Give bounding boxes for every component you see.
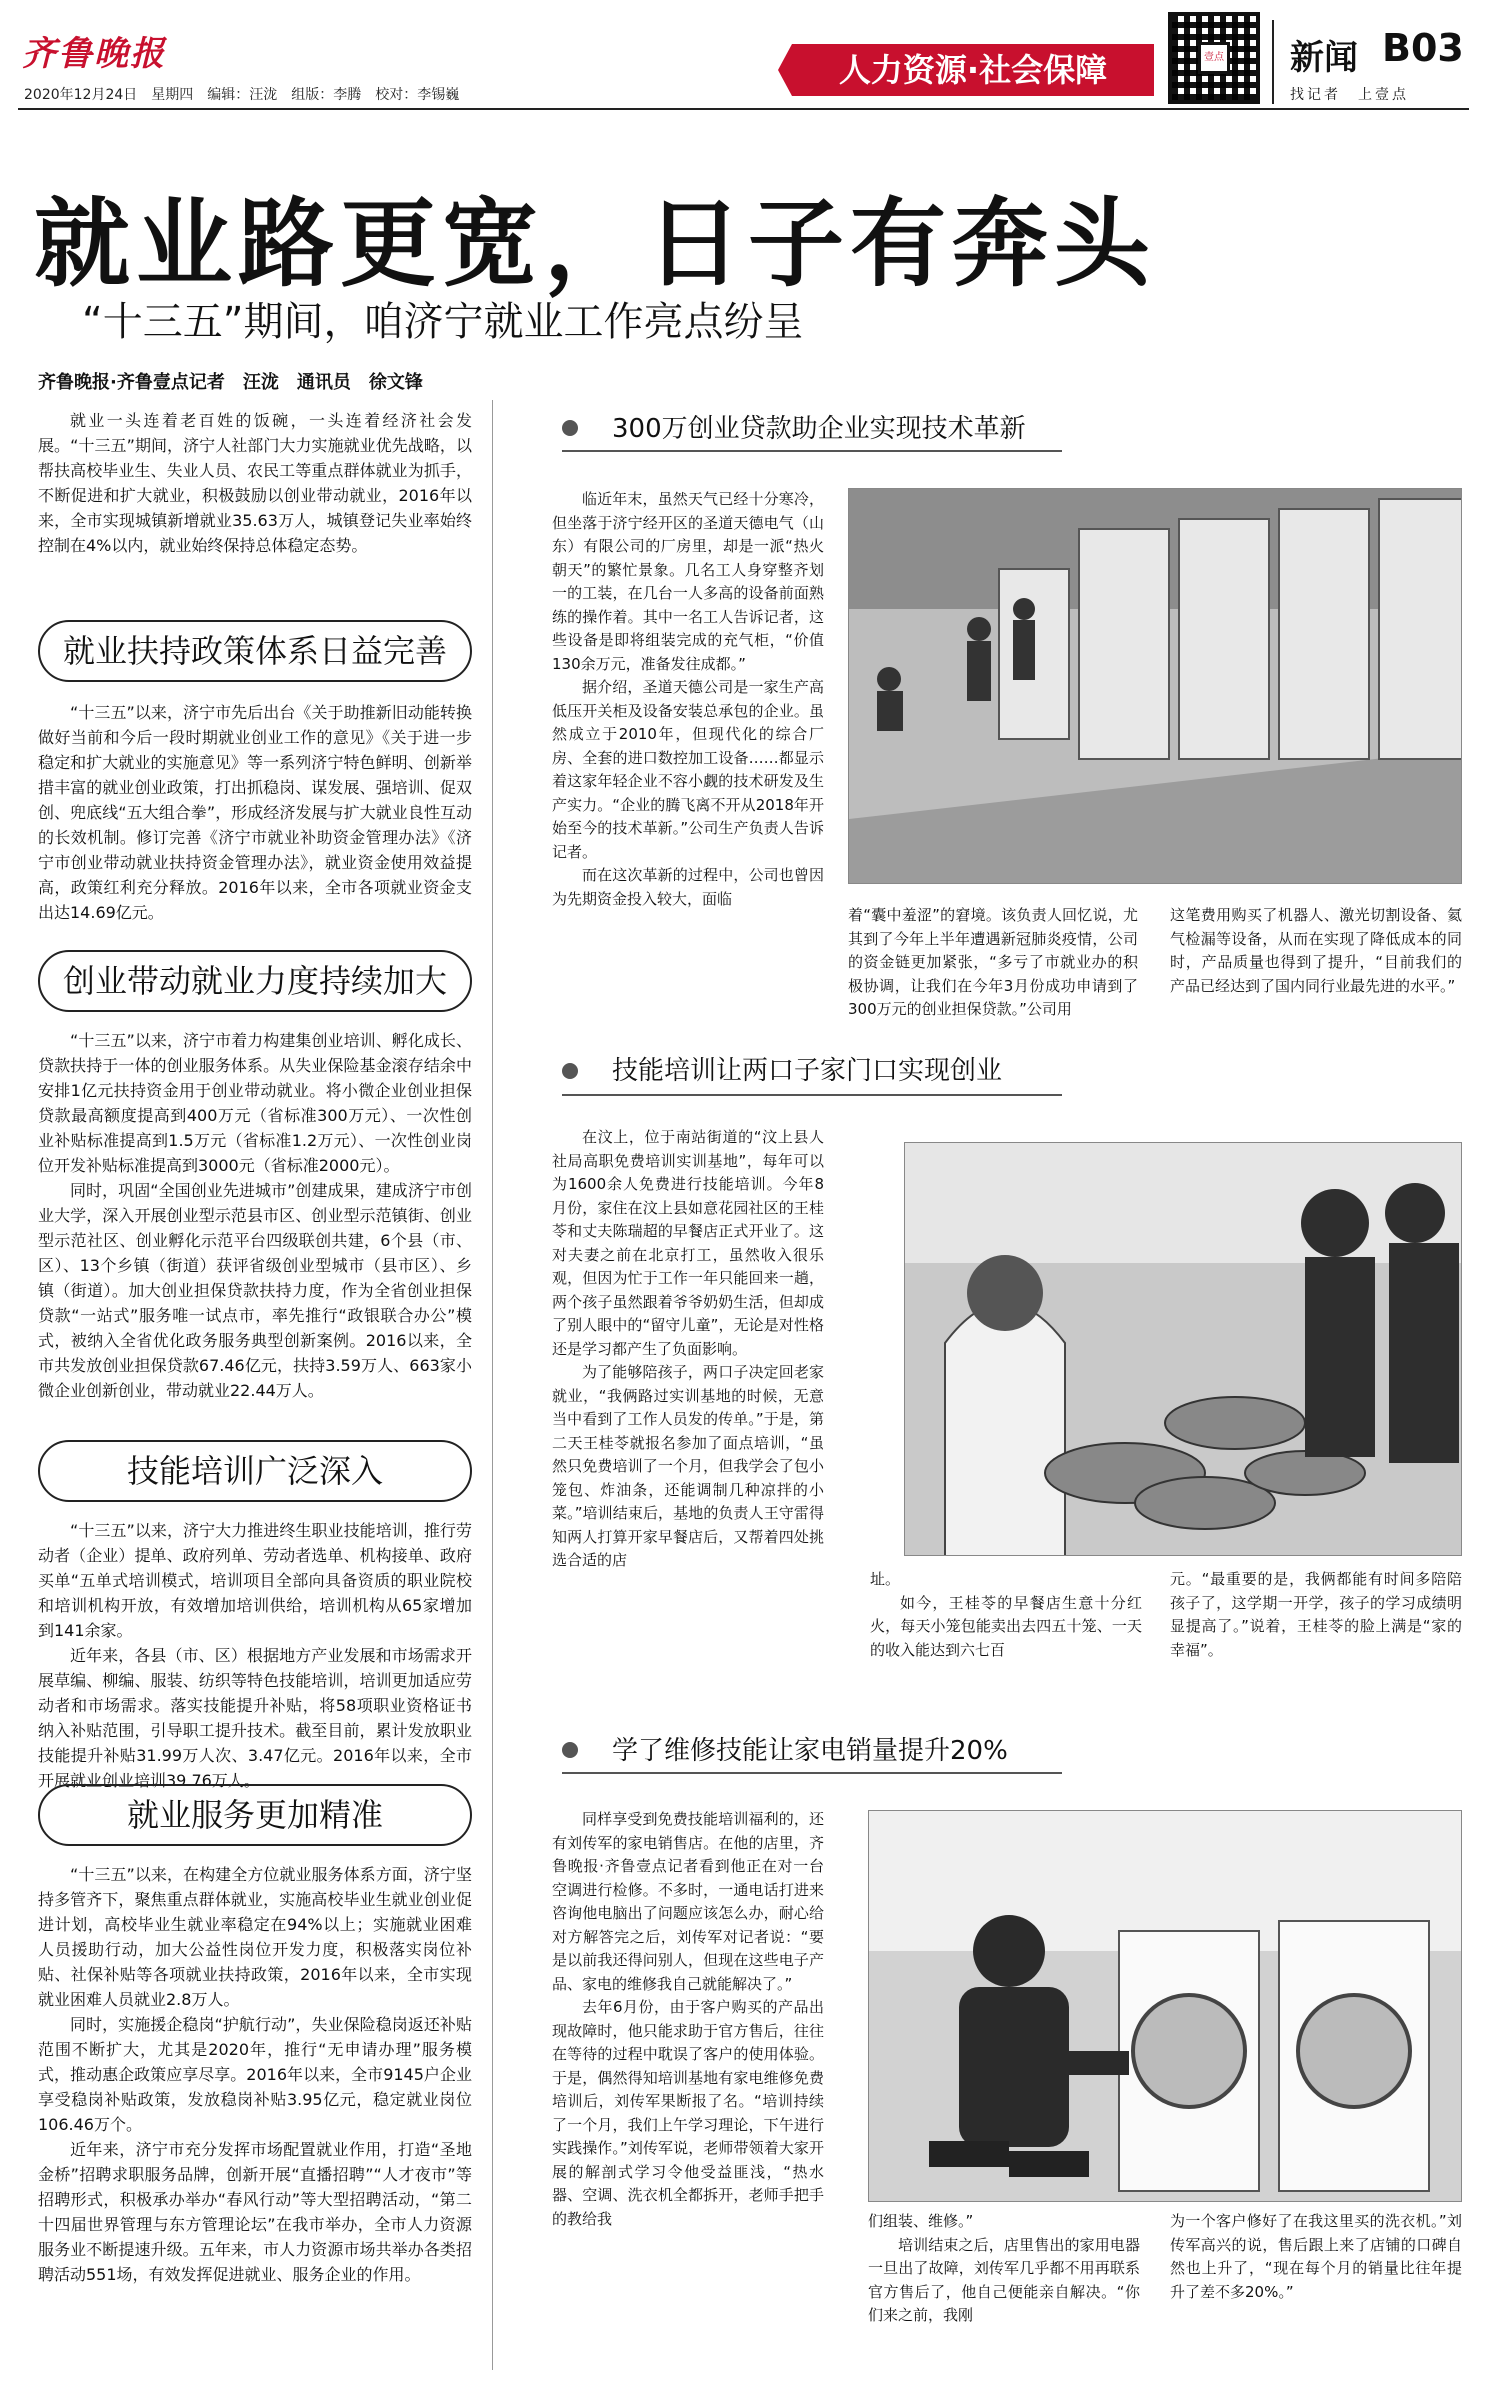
section-body-entrepreneurship [38, 1028, 472, 1403]
story-title-loan: 300万创业贷款助企业实现技术革新 [612, 414, 1026, 444]
header-divider [1272, 20, 1274, 104]
paragraph: 这笔费用购买了机器人、激光切割设备、氦气检漏等设备，从而在实现了降低成本的同时，产品质量也得到了提升，“目前我们的产品已经达到了国内同行业最先进的水平。” [1170, 906, 1462, 995]
breakfast-photo [904, 1142, 1462, 1556]
story-body-loan-col3 [1170, 904, 1462, 998]
section-body-policy [38, 700, 472, 925]
page-number: B03 [1382, 26, 1464, 70]
paragraph: 同时，实施援企稳岗“护航行动”，失业保险稳岗返还补贴范围不断扩大，尤其是2020年，推行“无申请办理”服务模式，推动惠企政策应享尽享。2016年以来，全市9145户企业享受稳岗补贴政策，发放稳岗补贴3.95亿元，稳定就业岗位106.46万个。 [38, 2015, 472, 2134]
breakfast-illustration [905, 1143, 1462, 1556]
story-body-loan [552, 488, 824, 911]
section-body-training [38, 1518, 472, 1793]
byline: 齐鲁晚报·齐鲁壹点记者 汪泷 通讯员 徐文锋 [38, 372, 423, 393]
paragraph: 在汶上，位于南站街道的“汶上县人社局高职免费培训实训基地”，每年可以为1600余人免费进行技能培训。今年8月份，家住在汶上县如意花园社区的王桂苓和丈夫陈瑞超的早餐店正式开业了。这对夫妻之前在北京打工，虽然收入很乐观，但因为忙于工作一年只能回来一趟，两个孩子虽然跟着爷爷奶奶生活，但却成了别人眼中的“留守儿童”，无论是对性格还是学习都产生了负面影响。 [552, 1128, 824, 1358]
story-body-loan-col2 [848, 904, 1138, 1022]
story-body-breakfast [552, 1126, 824, 1573]
paragraph: “十三五”以来，济宁市着力构建集创业培训、孵化成长、贷款扶持于一体的创业服务体系。从失业保险基金滚存结余中安排1亿元扶持资金用于创业带动就业。将小微企业创业担保贷款最高额度提高到400万元（省标准300万元）、一次性创业补贴标准提高到1.5万元（省标准1.2万元）、一次性创业岗位开发补贴标准提高到3000元（省标准2000元）。 [38, 1031, 472, 1175]
paragraph: 近年来，济宁市充分发挥市场配置就业作用，打造“圣地金桥”招聘求职服务品牌，创新开展“直播招聘”“人才夜市”等招聘形式，积极承办举办“春风行动”等大型招聘活动，“第二十四届世界管理与东方管理论坛”在我市举办，全市人力资源服务业不断提速升级。五年来，市人力资源市场共举办各类招聘活动551场，有效发挥促进就业、服务企业的作用。 [38, 2140, 472, 2284]
paragraph: 临近年末，虽然天气已经十分寒冷，但坐落于济宁经开区的圣道天德电气（山东）有限公司的厂房里，却是一派“热火朝天”的繁忙景象。几名工人身穿整齐划一的工装，在几台一人多高的设备前面熟练的操作着。其中一名工人告诉记者，这些设备是即将组装完成的充气柜，“价值130余万元，准备发往成都。” [552, 490, 824, 673]
paragraph: 而在这次革新的过程中，公司也曾因为先期资金投入较大，面临 [552, 866, 824, 908]
paragraph: 们组装、维修。” [868, 2212, 974, 2230]
story-body-breakfast-col2 [870, 1568, 1142, 1662]
paragraph: 着“囊中羞涩”的窘境。该负责人回忆说，尤其到了今年上半年遭遇新冠肺炎疫情，公司的资金链更加紧张，“多亏了市就业办的积极协调，让我们在今年3月份成功申请到了300万元的创业担保贷款。”公司用 [848, 906, 1138, 1018]
paragraph: 为了能够陪孩子，两口子决定回老家就业，“我俩路过实训基地的时候，无意当中看到了工作人员发的传单。”于是，第二天王桂苓就报名参加了面点培训，“虽然只免费培训了一个月，但我学会了包小笼包、炸油条，还能调制几种凉拌的小菜。”培训结束后，基地的负责人王守雷得知两人打算开家早餐店后，又帮着四处挑选合适的店 [552, 1363, 824, 1569]
repair-photo [868, 1810, 1462, 2202]
factory-illustration [849, 489, 1462, 884]
bullet-icon [562, 1742, 578, 1758]
bullet-icon [562, 1063, 578, 1079]
column-rule [492, 400, 493, 2370]
factory-photo [848, 488, 1462, 884]
subhead: “十三五”期间，咱济宁就业工作亮点纷呈 [82, 299, 804, 345]
paragraph: 如今，王桂苓的早餐店生意十分红火，每天小笼包能卖出去四五十笼、一天的收入能达到六七百 [870, 1593, 1142, 1659]
repair-illustration [869, 1811, 1462, 2202]
paragraph: 同样享受到免费技能培训福利的，还有刘传军的家电销售店。在他的店里，齐鲁晚报·齐鲁壹点记者看到他正在对一台空调进行检修。不多时，一通电话打进来咨询他电脑出了问题应该怎么办，耐心给对方解答完之后，刘传军对记者说：“要是以前我还得问别人，但现在这些电子产品、家电的维修我自己就能解决了。” [552, 1810, 824, 1993]
section-body-services [38, 1862, 472, 2287]
section-title-entrepreneurship: 创业带动就业力度持续加大 [38, 950, 472, 1012]
paragraph: “十三五”以来，在构建全方位就业服务体系方面，济宁坚持多管齐下，聚焦重点群体就业，实施高校毕业生就业创业促进计划，高校毕业生就业率稳定在94%以上；实施就业困难人员援助行动，加大公益性岗位开发力度，积极落实岗位补贴、社保补贴等各项就业扶持政策，2016年以来，全市实现就业困难人员就业2.8万人。 [38, 1865, 472, 2009]
story-body-breakfast-col3 [1170, 1568, 1462, 1662]
lead-paragraph [38, 408, 472, 558]
masthead-logo: 齐鲁晚报 [22, 34, 166, 74]
story-body-repair-col2 [868, 2210, 1140, 2328]
story-title-breakfast: 技能培训让两口子家门口实现创业 [612, 1056, 1003, 1086]
title-underline [562, 1094, 1062, 1096]
story-title-repair: 学了维修技能让家电销量提升20% [612, 1736, 1008, 1766]
header-rule [18, 108, 1469, 110]
bullet-icon [562, 420, 578, 436]
paragraph: “十三五”以来，济宁大力推进终生职业技能培训，推行劳动者（企业）提单、政府列单、劳动者选单、机构接单、政府买单“五单式培训模式，培训项目全部向具备资质的职业院校和培训机构开放，有效增加培训供给，培训机构从65家增加到141余家。 [38, 1521, 472, 1640]
paragraph: 去年6月份，由于客户购买的产品出现故障时，他只能求助于官方售后，往往在等待的过程中耽误了客户的使用体验。于是，偶然得知培训基地有家电维修免费培训后，刘传军果断报了名。“培训持续了一个月，我们上午学习理论，下午进行实践操作。”刘传军说，老师带领着大家开展的解剖式学习令他受益匪浅，“热水器、空调、洗衣机全都拆开，老师手把手的教给我 [552, 1998, 824, 2228]
paragraph: 同时，巩固“全国创业先进城市”创建成果，建成济宁市创业大学，深入开展创业型示范县市区、创业型示范镇街、创业型示范社区、创业孵化示范平台四级联创共建，6个县（市、区）、13个乡镇（街道）获评省级创业型城市（县市区）、乡镇（街道）。加大创业担保贷款扶持力度，作为全省创业担保贷款“一站式”服务唯一试点市，率先推行“政银联合办公”模式，被纳入全省优化政务服务典型创新案例。2016以来，全市共发放创业担保贷款67.46亿元，扶持3.59万人、663家小微企业创新创业，带动就业22.44万人。 [38, 1181, 472, 1400]
date-line: 2020年12月24日 星期四 编辑：汪泷 组版：李腾 校对：李锡巍 [24, 87, 460, 103]
paragraph: 近年来，各县（市、区）根据地方产业发展和市场需求开展草编、柳编、服装、纺织等特色技能培训，培训更加适应劳动者和市场需求。落实技能提升补贴，将58项职业资格证书纳入补贴范围，引导职工提升技术。截至目前，累计发放职业技能提升补贴31.99万人次、3.47亿元。2016年以来，全市开展就业创业培训39.76万人。 [38, 1646, 472, 1790]
lead-text: 就业一头连着老百姓的饭碗，一头连着经济社会发展。“十三五”期间，济宁人社部门大力实施就业优先战略，以帮扶高校毕业生、失业人员、农民工等重点群体就业为抓手，不断促进和扩大就业，积极鼓励以创业带动就业，2016年以来，全市实现城镇新增就业35.63万人，城镇登记失业率始终控制在4%以内，就业始终保持总体稳定态势。 [38, 411, 472, 555]
paragraph: “十三五”以来，济宁市先后出台《关于助推新旧动能转换做好当前和今后一段时期就业创业工作的意见》《关于进一步稳定和扩大就业的实施意见》等一系列济宁特色鲜明、创新举措丰富的就业创业政策，打出抓稳岗、谋发展、强培训、促双创、兜底线“五大组合拳”，形成经济发展与扩大就业良性互动的长效机制。修订完善《济宁市就业补助资金管理办法》《济宁市创业带动就业扶持资金管理办法》，就业资金使用效益提高，政策红利充分释放。2016年以来，全市各项就业资金支出达14.69亿元。 [38, 703, 472, 922]
paragraph: 培训结束之后，店里售出的家用电器一旦出了故障，刘传军几乎都不用再联系官方售后了，他自己便能亲自解决。“你们来之前，我刚 [868, 2235, 1140, 2324]
paragraph: 址。 [870, 1570, 901, 1588]
headline: 就业路更宽，日子有奔头 [34, 188, 1156, 300]
paragraph: 元。“最重要的是，我俩都能有时间多陪陪孩子了，这学期一开学，孩子的学习成绩明显提高了。”说着，王桂苓的脸上满是“家的幸福”。 [1170, 1570, 1462, 1659]
paragraph: 为一个客户修好了在我这里买的洗衣机。”刘传军高兴的说，售后跟上来了店铺的口碑自然也上升了，“现在每个月的销量比往年提升了差不多20%。” [1170, 2212, 1462, 2301]
news-label: 新闻 [1290, 38, 1358, 78]
section-title-services: 就业服务更加精准 [38, 1784, 472, 1846]
section-title-policy: 就业扶持政策体系日益完善 [38, 620, 472, 682]
story-body-repair-col3 [1170, 2210, 1462, 2304]
section-banner: 人力资源·社会保障 [792, 44, 1154, 96]
story-body-repair [552, 1808, 824, 2231]
title-underline [562, 1772, 1062, 1774]
paragraph: 据介绍，圣道天德公司是一家生产高低压开关柜及设备安装总承包的企业。虽然成立于2010年，但现代化的综合厂房、全套的进口数控加工设备……都显示着这家年轻企业不容小觑的技术研发及生产实力。“企业的腾飞离不开从2018年开始至今的技术革新。”公司生产负责人告诉记者。 [552, 678, 824, 861]
section-title-training: 技能培训广泛深入 [38, 1440, 472, 1502]
title-underline [562, 450, 1062, 452]
qr-center-logo: 壹点 [1198, 42, 1230, 74]
tagline: 找记者 上壹点 [1290, 87, 1409, 103]
